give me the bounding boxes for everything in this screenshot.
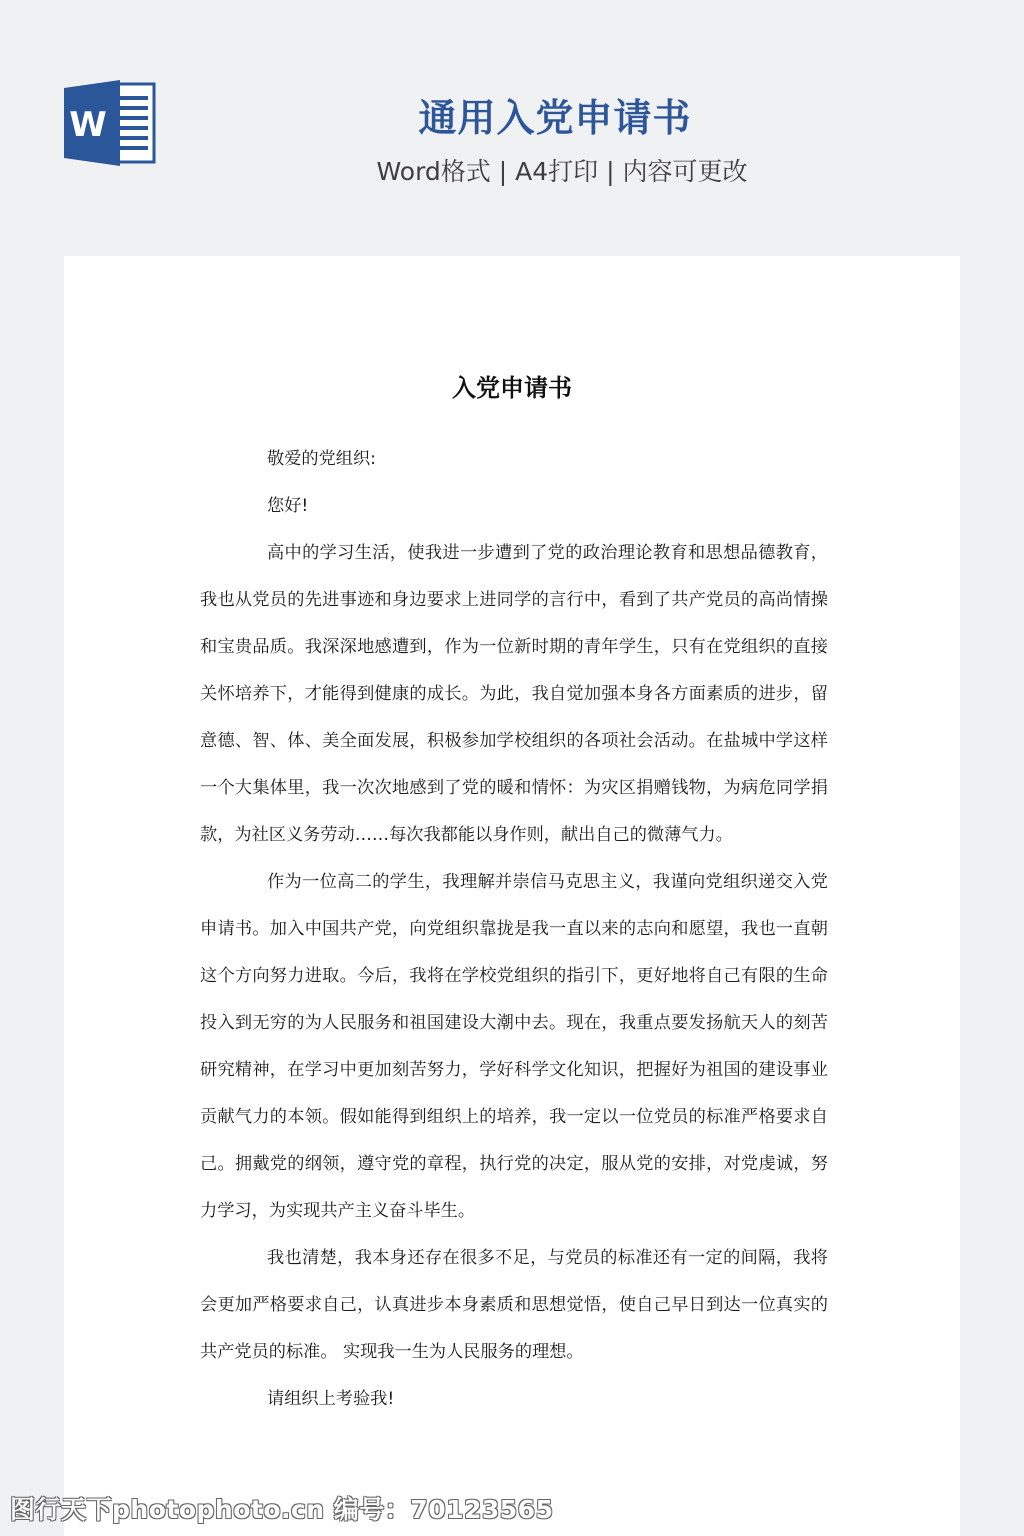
paragraph-1: 高中的学习生活，使我进一步遭到了党的政治理论教育和思想品德教育，我也从党员的先进事迹和身边要求上进同学的言行中，看到了共产党员的高尚情操和宝贵品质。我深深地感遭到，作为一位新时期的青年学生，只有在党组织的直接关怀培养下，才能得到健康的成长。为此，我自觉加强本身各方面素质的进步，留意德、智、体、美全面发展，积极参加学校组织的各项社会活动。在盐城中学这样一个大集体里，我一次次地感到了党的暖和情怀：为灾区捐赠钱物，为病危同学捐款，为社区义务劳动……每次我都能以身作则，献出自己的微薄气力。 bbox=[200, 543, 828, 845]
paragraph-3: 我也清楚，我本身还存在很多不足，与党员的标准还有一定的间隔，我将会更加严格要求自己，认真进步本身素质和思想觉悟，使自己早日到达一位真实的共产党员的标准。 实现我一生为人民服务的理想。 bbox=[200, 1248, 828, 1362]
salutation: 敬爱的党组织: bbox=[267, 449, 376, 469]
document-title: 入党申请书 bbox=[452, 373, 572, 402]
closing: 请组织上考验我! bbox=[267, 1389, 395, 1409]
document-body bbox=[200, 436, 828, 1423]
watermark: 图行天下photophoto.cn 编号：70123565 bbox=[10, 1495, 554, 1524]
page-subtitle: Word格式 | A4打印 | 内容可更改 bbox=[376, 157, 748, 186]
paragraph-2: 作为一位高二的学生，我理解并崇信马克思主义，我谨向党组织递交入党申请书。加入中国共产党，向党组织靠拢是我一直以来的志向和愿望，我也一直朝这个方向努力进取。今后，我将在学校党组织的指引下，更好地将自己有限的生命投入到无穷的为人民服务和祖国建设大潮中去。现在，我重点要发扬航天人的刻苦研究精神，在学习中更加刻苦努力，学好科学文化知识，把握好为祖国的建设事业贡献气力的本领。假如能得到组织上的培养，我一定以一位党员的标准严格要求自己。拥戴党的纲领，遵守党的章程，执行党的决定，服从党的安排，对党虔诚，努力学习，为实现共产主义奋斗毕生。 bbox=[200, 872, 828, 1221]
header bbox=[0, 0, 1024, 256]
greeting: 您好! bbox=[267, 496, 309, 516]
word-logo-letter: W bbox=[69, 105, 107, 145]
page-title: 通用入党申请书 bbox=[418, 96, 692, 140]
